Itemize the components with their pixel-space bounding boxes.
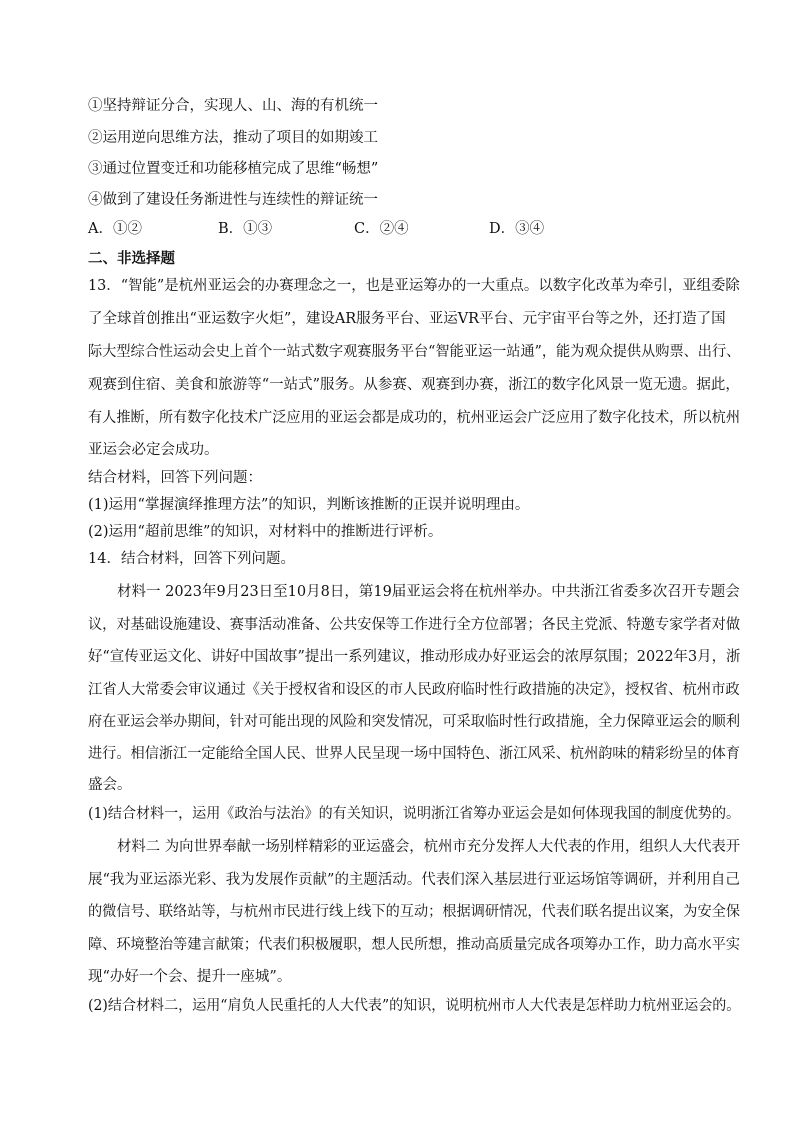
q14-material1-line-6: 进行。相信浙江一定能给全国人民、世界人民呈现一场中国特色、浙江风采、杭州韵味的精彩纷呈的体育	[88, 746, 740, 762]
q14-material2-line-5: 现“办好一个会、提升一座城”。	[88, 969, 292, 985]
q14-material2-line-1: 材料二 为向世界奉献一场别样精彩的亚运盛会，杭州市充分发挥人大代表的作用，组织人大代表开	[117, 839, 741, 855]
q14-material1-line-7: 盛会。	[88, 777, 132, 793]
q14-material1-line-4: 江省人大常委会审议通过《关于授权省和设区的市人民政府临时性行政措施的决定》，授权省、杭州市政	[88, 682, 740, 698]
q13-sub-question-2: (2)运用“超前思维”的知识，对材料中的推断进行评析。	[88, 524, 443, 540]
option-4: ④做到了建设任务渐进性与连续性的辩证统一	[88, 192, 378, 208]
q13-line-1: 13．“智能”是杭州亚运会的办赛理念之一，也是亚运筹办的一大重点。以数字化改革为牵引，亚组委除	[88, 278, 740, 294]
q14-material1-line-2: 议，对基础设施建设、赛事活动准备、公共安保等工作进行全方位部署；各民主党派、特邀专家学者对做	[88, 617, 740, 633]
q13-line-5: 有人推断，所有数字化技术广泛应用的亚运会都是成功的，杭州亚运会广泛应用了数字化技术，所以杭州	[88, 410, 740, 426]
section-title: 二、非选择题	[88, 250, 175, 267]
q14-title: 14．结合材料，回答下列问题。	[88, 551, 295, 567]
q14-material2-line-3: 的微信号、联络站等，与杭州市民进行线上线下的互动；根据调研情况，代表们联名提出议案，为安全保	[88, 904, 740, 920]
q14-material1-line-5: 府在亚运会举办期间，针对可能出现的风险和突发情况，可采取临时性行政措施，全力保障亚运会的顺利	[88, 714, 740, 730]
q14-material2-line-4: 障、环境整治等建言献策；代表们积极履职，想人民所想，推动高质量完成各项筹办工作，助力高水平实	[88, 937, 740, 953]
choice-c: C．②④	[354, 221, 409, 237]
choice-b: B．①③	[218, 221, 273, 237]
q14-material1-line-1: 材料一 2023年9月23日至10月8日，第19届亚运会将在杭州举办。中共浙江省委多次召开专题会	[117, 584, 740, 600]
q14-sub-question-2: (2)结合材料二，运用“肩负人民重托的人大代表”的知识，说明杭州市人大代表是怎样助力杭州亚运会的。	[88, 998, 741, 1014]
q13-sub-question-1: (1)运用“掌握演绎推理方法”的知识，判断该推断的正误并说明理由。	[88, 497, 530, 513]
q13-line-4: 观赛到住宿、美食和旅游等“一站式”服务。从参赛、观赛到办赛，浙江的数字化风景一览无遗。据此，	[88, 377, 740, 393]
q13-line-2: 了全球首创推出“亚运数字火炬”，建设AR服务平台、亚运VR平台、元宇宙平台等之外，还打造了国	[88, 311, 726, 327]
choice-d: D．③④	[489, 221, 545, 237]
option-3: ③通过位置变迁和功能移植完成了思维“畅想”	[88, 161, 379, 177]
q14-material1-line-3: 好“宣传亚运文化、讲好中国故事”提出一系列建议，推动形成办好亚运会的浓厚氛围；2022年3月，浙	[88, 649, 741, 665]
q13-prompt: 结合材料，回答下列问题：	[88, 470, 262, 486]
q13-line-6: 亚运会必定会成功。	[88, 442, 219, 458]
option-2: ②运用逆向思维方法，推动了项目的如期竣工	[88, 130, 378, 146]
q14-sub-question-1: (1)结合材料一，运用《政治与法治》的有关知识，说明浙江省筹办亚运会是如何体现我国的制度优势的。	[88, 806, 741, 822]
q14-material2-line-2: 展“我为亚运添光彩、我为发展作贡献”的主题活动。代表们深入基层进行亚运场馆等调研，并利用自己	[88, 872, 740, 888]
choice-a: A．①②	[88, 221, 142, 237]
option-1: ①坚持辩证分合，实现人、山、海的有机统一	[88, 98, 378, 114]
q13-line-3: 际大型综合性运动会史上首个一站式数字观赛服务平台“智能亚运一站通”，能为观众提供从购票、出行、	[88, 344, 741, 360]
